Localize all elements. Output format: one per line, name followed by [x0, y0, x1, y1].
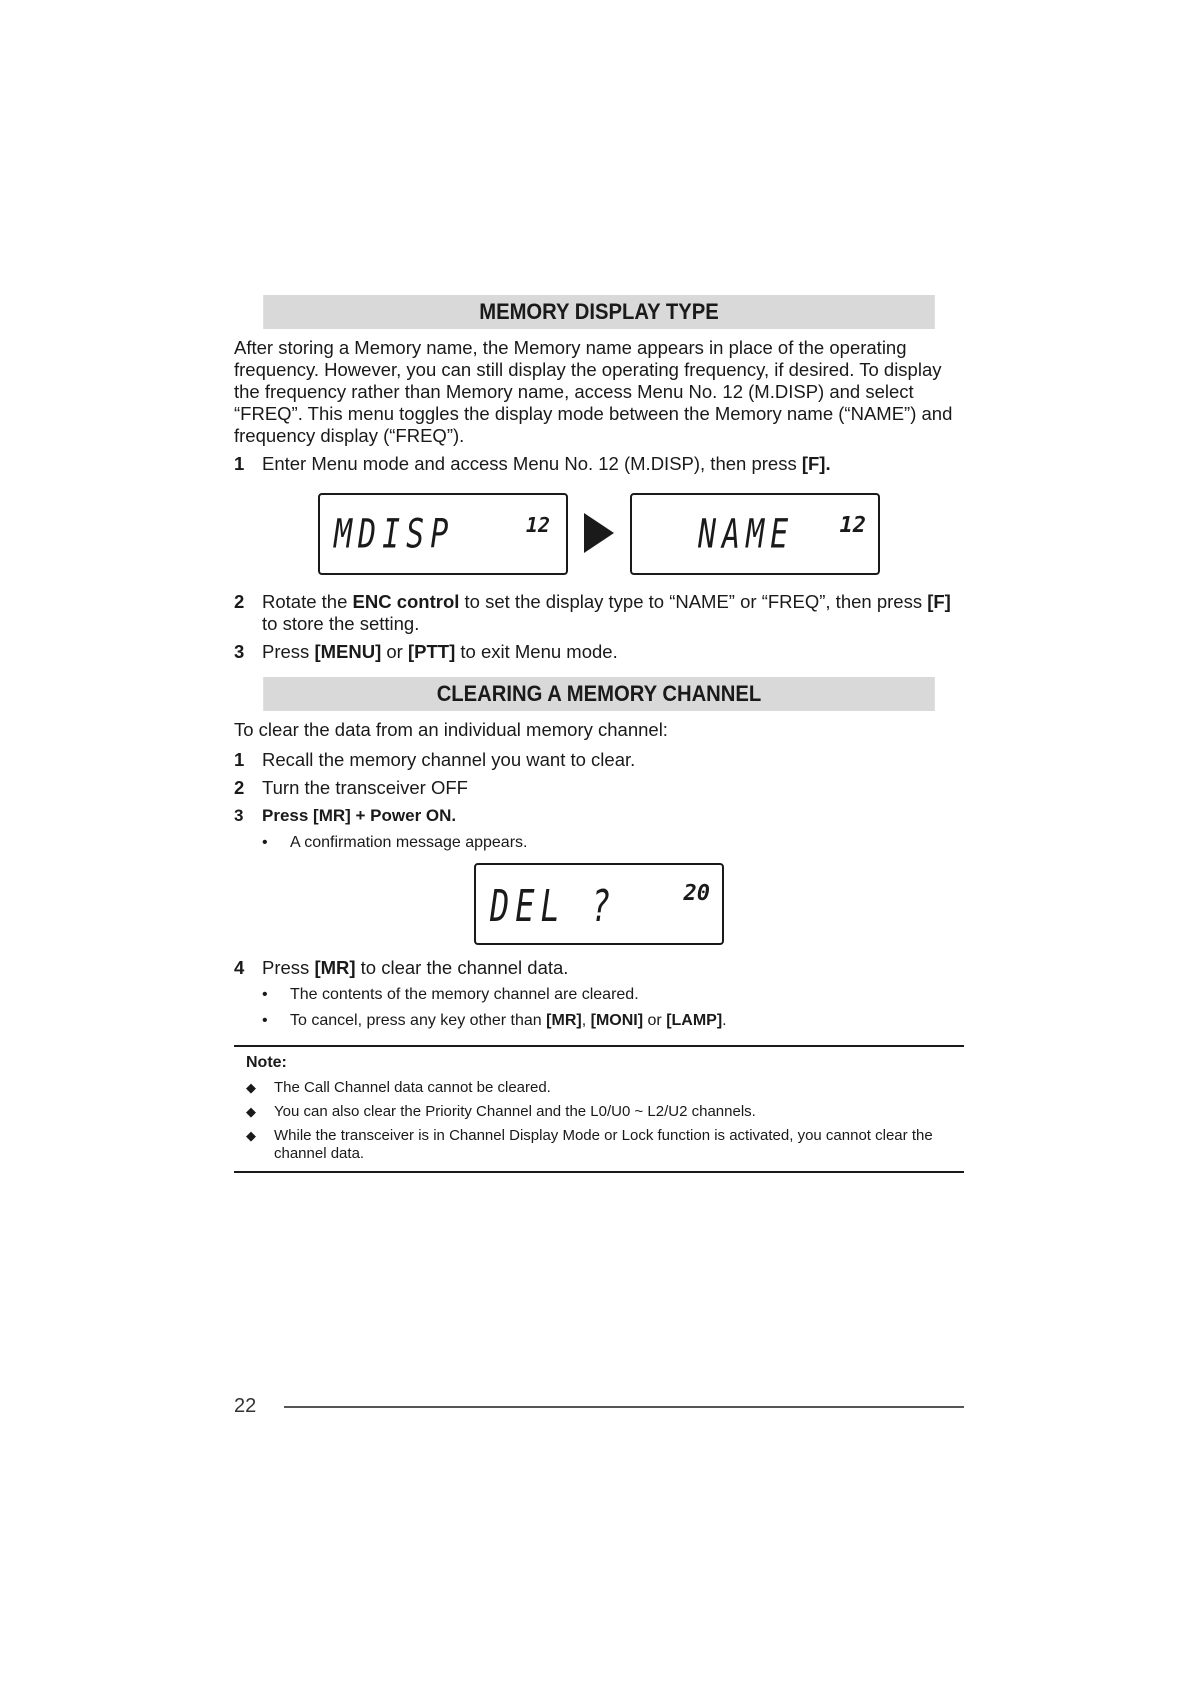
step-1 — [234, 749, 964, 771]
step-number: 4 — [234, 957, 245, 978]
lcd-text: DEL ? — [490, 880, 617, 932]
step-3 — [234, 805, 964, 827]
footer-rule — [284, 1406, 964, 1408]
memory-display-intro: After storing a Memory name, the Memory name appears in place of the operating frequency. However, you can still display the operating frequency, if desired. To display the frequency rather than Memory name, access Menu No. 12 (M.DISP) and select “FREQ”. This menu toggles the display mode between the Memory name (“NAME”) and frequency display (“FREQ”). — [234, 337, 953, 446]
note-item — [246, 1103, 964, 1121]
diamond-bullet-icon: ◆ — [246, 1104, 256, 1119]
step-text: Rotate the ENC control to set the display type to “NAME” or “FREQ”, then press [F] to store the setting. — [262, 591, 951, 634]
step-number: 1 — [234, 749, 245, 770]
lcd-text: MDISP — [334, 510, 455, 559]
step-1 — [234, 453, 964, 475]
note-text: You can also clear the Priority Channel and the L0/U0 ~ L2/U2 channels. — [274, 1103, 756, 1120]
step-2 — [234, 591, 964, 635]
step-number: 2 — [234, 591, 245, 612]
step-4-bullet-2 — [234, 1011, 964, 1031]
note-title: Note: — [246, 1054, 287, 1071]
step-3 — [234, 641, 964, 663]
note-text: While the transceiver is in Channel Display Mode or Lock function is activated, you cannot clear the channel data. — [274, 1127, 933, 1162]
step-number: 3 — [234, 641, 245, 662]
step-text: Press [MR] to clear the channel data. — [262, 957, 569, 978]
note-item — [246, 1127, 964, 1163]
page-content — [234, 295, 964, 1173]
bullet-icon: • — [262, 1012, 268, 1029]
lcd-channel-number: 12 — [839, 513, 866, 538]
note-item — [246, 1079, 964, 1097]
clearing-intro: To clear the data from an individual memory channel: — [234, 719, 668, 740]
step-3-bullet — [234, 833, 964, 853]
bullet-icon: • — [262, 834, 268, 851]
step-number: 1 — [234, 453, 245, 474]
lcd-illustration-row — [234, 487, 964, 583]
step-2 — [234, 777, 964, 799]
step-text: Press [MR] + Power ON. — [262, 806, 457, 825]
step-4 — [234, 957, 964, 979]
note-box — [234, 1045, 964, 1173]
lcd-illustration-row — [234, 859, 964, 949]
right-arrow-icon — [584, 513, 614, 553]
section-heading-memory-display-type: MEMORY DISPLAY TYPE — [263, 295, 935, 329]
step-text: Recall the memory channel you want to clear. — [262, 749, 636, 770]
step-text: Press [MENU] or [PTT] to exit Menu mode. — [262, 641, 618, 662]
diamond-bullet-icon: ◆ — [246, 1128, 256, 1143]
bullet-text: A confirmation message appears. — [290, 834, 528, 851]
lcd-channel-number: 12 — [525, 513, 550, 537]
page-number: 22 — [234, 1395, 257, 1417]
diamond-bullet-icon: ◆ — [246, 1080, 256, 1095]
bullet-icon: • — [262, 986, 268, 1003]
step-text: Enter Menu mode and access Menu No. 12 (M.DISP), then press [F]. — [262, 453, 831, 474]
note-text: The Call Channel data cannot be cleared. — [274, 1079, 551, 1096]
lcd-text: NAME — [698, 510, 795, 559]
section-heading-clearing-memory-channel: CLEARING A MEMORY CHANNEL — [263, 677, 935, 711]
page-footer — [234, 1395, 964, 1418]
bullet-text: To cancel, press any key other than [MR], [MONI] or [LAMP]. — [290, 1012, 727, 1029]
step-number: 2 — [234, 777, 245, 798]
step-number: 3 — [234, 806, 244, 825]
lcd-display-del — [474, 863, 724, 945]
step-text: Turn the transceiver OFF — [262, 777, 468, 798]
step-4-bullet-1 — [234, 985, 964, 1005]
bullet-text: The contents of the memory channel are cleared. — [290, 986, 639, 1003]
lcd-channel-number: 20 — [683, 881, 710, 906]
lcd-display-mdisp — [318, 493, 568, 575]
lcd-display-name — [630, 493, 880, 575]
